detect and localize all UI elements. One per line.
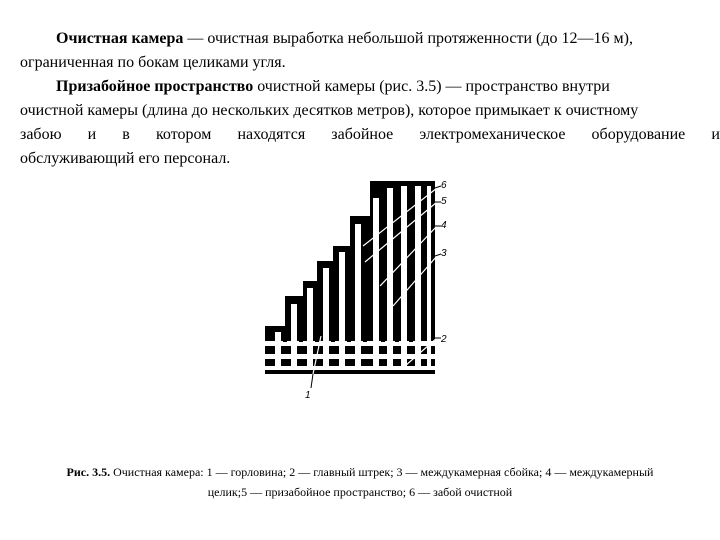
caption-number: Рис. 3.5. [66,465,111,479]
paragraph-2-line-1 [20,75,720,99]
word: и [711,126,720,143]
paragraph-1-definition: — очистная выработка небольшой протяженности (до 12—16 м), [183,30,633,47]
word: оборудование [591,126,686,143]
paragraph-2-line-3 [20,123,720,147]
label-2: 2 [441,334,447,345]
caption-line-1 [0,462,720,482]
word: находятся [237,126,306,143]
label-4: 4 [441,220,447,231]
label-3: 3 [441,248,447,259]
label-6: 6 [441,180,447,191]
chamber-diagram [255,176,455,406]
paragraph-1-line-1 [20,27,720,51]
word: забойное [331,126,394,143]
paragraph-2-line-4: обслуживающий его персонал. [20,150,231,167]
term-prizaboynoe-prostranstvo: Призабойное пространство [56,78,254,95]
word: и [87,126,97,143]
term-ochistnaya-kamera: Очистная камера [56,30,184,47]
body-text [20,27,720,171]
figure-caption [0,462,720,502]
word: котором [155,126,212,143]
label-1: 1 [305,390,311,401]
word: в [122,126,130,143]
caption-line-2: целик;5 — призабойное пространство; 6 — забой очистной [207,485,513,499]
word: электромеханическое [419,126,566,143]
caption-text-1: Очистная камера: 1 — горловина; 2 — главный штрек; 3 — междукамерная сбойка; 4 — междукамерный [110,465,654,479]
label-5: 5 [441,196,447,207]
paragraph-1-line-2: ограниченная по бокам целиками угля. [20,54,286,71]
paragraph-2-line-2: очистной камеры (длина до нескольких десятков метров), которое примыкает к очистному [20,102,639,119]
word: забою [20,126,62,143]
paragraph-2-definition: очистной камеры (рис. 3.5) — пространство внутри [253,78,610,95]
